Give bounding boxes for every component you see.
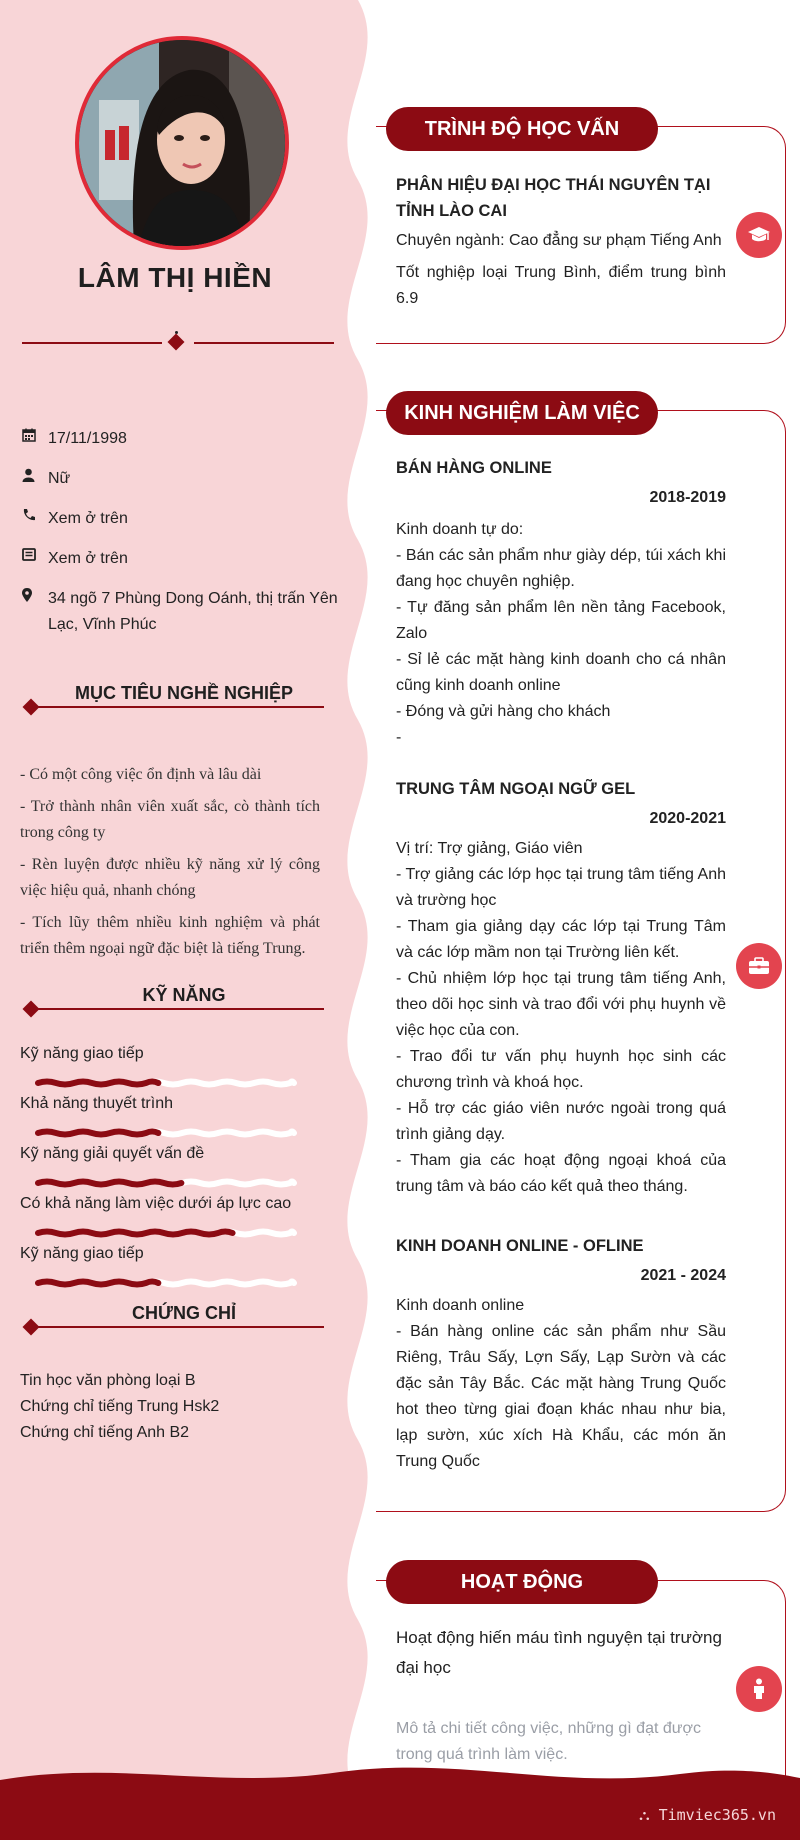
watermark-icon: ⛬ [639,1806,659,1824]
skill-level-bar [34,1227,324,1239]
job-company: BÁN HÀNG ONLINE [396,459,552,477]
skill-level-bar [34,1177,324,1189]
job-detail: - [396,729,402,746]
skill-item [20,1143,330,1165]
certificate-item: Chứng chỉ tiếng Trung Hsk2 [20,1398,220,1415]
skills-title: KỸ NĂNG [142,985,226,1005]
email: Xem ở trên [48,550,128,567]
birthdate: 17/11/1998 [48,430,127,447]
career-goal-list [20,762,320,968]
career-goal-item: - Rèn luyện được nhiều kỹ năng xử lý công việc hiệu quả, nhanh chóng [20,856,320,899]
activity-item: Hoạt động hiến máu tình nguyện tại trường đại học [396,1628,722,1677]
job-detail: - Tự đăng sản phẩm lên nền tảng Facebook, Zalo [396,599,726,642]
email-icon [22,546,48,561]
skill-item [20,1193,330,1215]
skill-name: Kỹ năng giao tiếp [20,1245,144,1262]
education-major: Chuyên ngành: Cao đẳng sư phạm Tiếng Anh [396,232,722,249]
address: 34 ngõ 7 Phùng Dong Oánh, thị trấn Yên Lạc, Vĩnh Phúc [48,590,338,633]
career-goal-item: - Trở thành nhân viên xuất sắc, cò thành tích trong công ty [20,798,320,841]
watermark-text: Timviec365.vn [658,1806,776,1824]
career-goal-title: MỤC TIÊU NGHỀ NGHIỆP [74,683,293,703]
candidate-name: LÂM THỊ HIỀN [77,262,273,293]
skill-bar-fill [38,1082,158,1085]
job-entry [396,776,726,1200]
skill-level-bar [34,1277,324,1289]
job-company: TRUNG TÂM NGOẠI NGỮ GEL [396,780,636,798]
user-icon [22,466,48,482]
education-heading: TRÌNH ĐỘ HỌC VẤN [386,107,658,151]
person-icon [736,1666,782,1712]
job-position: Vị trí: Trợ giảng, Giáo viên [396,840,583,857]
education-result: Tốt nghiệp loại Trung Bình, điểm trung bình 6.9 [396,264,726,307]
job-detail: - Bán các sản phẩm như giày dép, túi xách khi đang học chuyên nghiệp. [396,547,726,590]
activity-description-placeholder: Mô tả chi tiết công việc, những gì đạt được trong quá trình làm việc. [396,1720,701,1763]
skill-item [20,1043,330,1065]
job-period: 2018-2019 [649,489,726,506]
phone-icon [22,506,48,522]
briefcase-icon [736,943,782,989]
footer-wave [0,1760,800,1840]
gender: Nữ [48,470,71,487]
email-row [22,546,348,572]
skill-level-bar [34,1127,324,1139]
skills-heading [22,985,324,1015]
certificates-title: CHỨNG CHỈ [132,1303,236,1323]
skill-name: Khả năng thuyết trình [20,1095,173,1112]
certificates-heading [22,1303,324,1333]
job-detail: - Sỉ lẻ các mặt hàng kinh doanh cho cá nhân cũng kinh doanh online [396,651,726,694]
calendar-icon [22,426,48,442]
job-detail: - Chủ nhiệm lớp học tại trung tâm tiếng Anh, theo dõi học sinh và trao đổi với phụ huynh về việc học của con. [396,970,726,1039]
certificates-list [20,1368,219,1446]
skill-item [20,1093,330,1115]
phone: Xem ở trên [48,510,128,527]
watermark [639,1806,776,1824]
job-position: Kinh doanh tự do: [396,521,524,538]
certificate-item: Chứng chỉ tiếng Anh B2 [20,1424,190,1441]
skill-bar-fill [38,1232,233,1235]
skill-bar-fill [38,1282,158,1285]
skill-level-bar [34,1077,324,1089]
experience-heading: KINH NGHIỆM LÀM VIỆC [386,391,658,435]
certificate-item: Tin học văn phòng loại B [20,1372,196,1389]
career-goal-item: - Có một công việc ổn định và lâu dài [20,766,262,783]
job-period: 2021 - 2024 [640,1267,726,1284]
birthdate-row [22,426,348,452]
job-detail: - Trao đổi tư vấn phụ huynh học sinh các chương trình và khoá học. [396,1048,726,1091]
job-entry [396,1233,726,1475]
career-goal-item: - Tích lũy thêm nhiều kinh nghiệm và phát triển thêm ngoại ngữ đặc biệt là tiếng Trung. [20,914,320,957]
job-detail: - Bán hàng online các sản phẩm như Sầu Riêng, Trâu Sấy, Lợn Sấy, Lạp Sườn và các đặc sản Tây Bắc. Các mặt hàng Trung Quốc hot theo từng giai đoạn khác nhau như bia, lạp sườn, xúc xích Hà Khẩu, các món ăn Trung Quốc [396,1323,726,1470]
activities-heading: HOẠT ĐỘNG [386,1560,658,1604]
phone-row [22,506,348,532]
location-icon [22,586,48,602]
skill-bar-fill [38,1132,158,1135]
skill-name: Kỹ năng giải quyết vấn đề [20,1145,205,1162]
job-detail: - Đóng và gửi hàng cho khách [396,703,611,720]
education-content [396,172,726,312]
job-detail: - Hỗ trợ các giáo viên nước ngoài trong quá trình giảng dạy. [396,1100,726,1143]
job-detail: - Trợ giảng các lớp học tại trung tâm tiếng Anh và trường học [396,866,726,909]
skill-name: Có khả năng làm việc dưới áp lực cao [20,1195,292,1212]
job-period: 2020-2021 [649,810,726,827]
job-entry [396,455,726,751]
job-detail: - Tham gia giảng dạy các lớp tại Trung Tâm và các lớp mầm non tại Trường liên kết. [396,918,726,961]
career-goal-heading [22,683,324,713]
skill-bar-fill [38,1182,181,1185]
job-detail: - Tham gia các hoạt động ngoại khoá của trung tâm và báo cáo kết quả theo tháng. [396,1152,726,1195]
school-name: PHÂN HIỆU ĐẠI HỌC THÁI NGUYÊN TẠI TỈNH LÀO CAI [396,176,711,220]
profile-photo [75,36,289,250]
skill-item [20,1243,330,1265]
skill-name: Kỹ năng giao tiếp [20,1045,144,1062]
job-company: KINH DOANH ONLINE - OFLINE [396,1237,644,1255]
address-row [22,586,348,638]
job-position: Kinh doanh online [396,1297,525,1314]
name-divider [22,333,334,353]
graduation-cap-icon [736,212,782,258]
gender-row [22,466,348,492]
